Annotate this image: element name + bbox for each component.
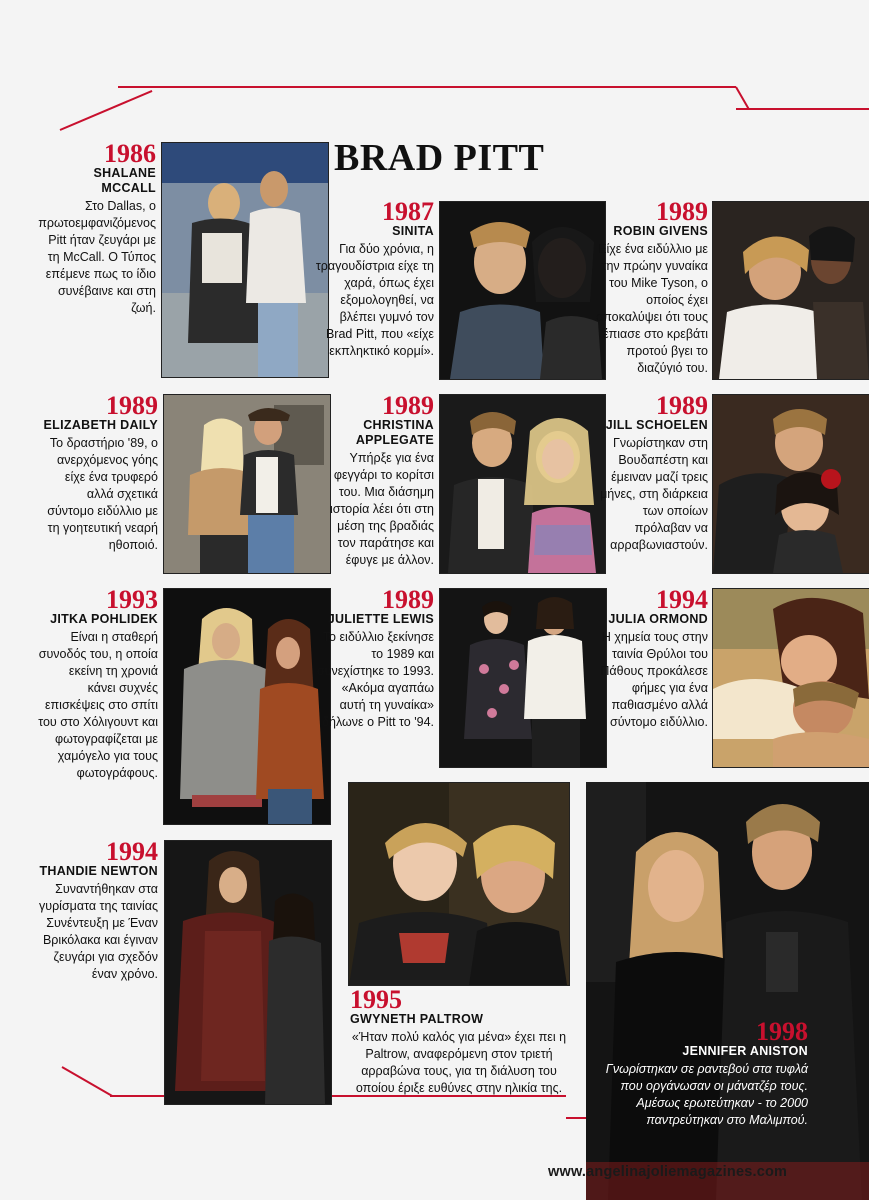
photo-robin-givens (712, 201, 869, 380)
entry-robin-givens (586, 197, 708, 377)
entry-thandie-newton (38, 837, 158, 983)
bottom-rule-diagonal (62, 1066, 113, 1097)
entry-gwyneth-paltrow (350, 985, 568, 1097)
entry-year: 1989 (382, 585, 434, 614)
entry-name: JILL SCHOELEN (605, 418, 708, 432)
entry-year: 1998 (756, 1017, 808, 1046)
entry-text: Γνωρίστηκαν στη Βουδαπέστη και έμειναν μαζί τρεις μήνες, στη διάρκεια των οποίων πρόλαβαν να αρραβωνιαστούν. (600, 436, 708, 552)
entry-year: 1989 (656, 197, 708, 226)
watermark: www.angelinajoliemagazines.com (548, 1164, 788, 1180)
entry-year: 1987 (382, 197, 434, 226)
entry-year: 1994 (106, 837, 158, 866)
entry-text: Συναντήθηκαν στα γυρίσματα της ταινίας Συνέντευξη με Έναν Βρικόλακα και έγιναν ζευγάρι για σχεδόν έναν χρόνο. (38, 882, 158, 981)
entry-text: Είναι η σταθερή συνοδός του, η οποία εκείνη τη χρονιά κάνει συχνές επισκέψεις στο σπίτι του στο Χόλιγουντ και φωτογραφίζεται με χαμόγελο για τους φωτογράφους. (38, 630, 158, 780)
entry-year: 1986 (104, 139, 156, 168)
entry-name: JULIA ORMOND (608, 612, 708, 626)
top-rule (118, 86, 736, 88)
top-rule-diagonal (60, 90, 153, 131)
photo-shalane-mccall (161, 142, 329, 378)
entry-text: Για δύο χρόνια, η τραγουδίστρια είχε τη χαρά, όπως έχει εξομολογηθεί, να βλέπει γυμνό τον Brad Pitt, που «είχε εκπληκτικό κορμί». (315, 242, 434, 358)
entry-name: SINITA (392, 224, 434, 238)
entry-name: JITKA POHLIDEK (50, 612, 158, 626)
entry-text: Η χημεία τους στην ταινία Θρύλοι του Πάθους προκάλεσε φήμες για ένα παθιασμένο αλλά σύντομο ειδύλλιο. (600, 630, 708, 729)
entry-text: Το ειδύλλιο ξεκίνησε το 1989 και συνεχίστηκε το 1993. «Ακόμα αγαπάω αυτή τη γυναίκα» δήλωνε ο Pitt το '94. (316, 630, 434, 729)
entry-year: 1989 (106, 391, 158, 420)
photo-jitka-pohlidek (163, 588, 331, 825)
entry-jill-schoelen (586, 391, 708, 554)
top-rule-connector (735, 87, 749, 110)
entry-year: 1993 (106, 585, 158, 614)
bottom-rule-right (566, 1117, 586, 1119)
entry-text: «Ήταν πολύ καλός για μένα» έχει πει η Paltrow, αναφερόμενη στον τριετή αρραβώνα τους, για τη διάλυση του οποίου έριξε ευθύνες στην ηλικία της. (351, 1030, 567, 1095)
photo-juliette-lewis (439, 588, 607, 768)
entry-text: Είχε ένα ειδύλλιο με την πρώην γυναίκα του Mike Tyson, ο οποίος έχει αποκαλύψει ότι τους έπιασε στο κρεβάτι προτού βγει το διαζύγιό του. (595, 242, 708, 375)
entry-jennifer-aniston (600, 1017, 808, 1129)
entry-name: CHRISTINA APPLEGATE (355, 418, 434, 447)
top-rule-right (736, 108, 869, 110)
entry-shalane-mccall (38, 139, 156, 317)
entry-name: JULIETTE LEWIS (327, 612, 434, 626)
photo-christina-applegate (439, 394, 606, 574)
entry-name: ROBIN GIVENS (613, 224, 708, 238)
entry-juliette-lewis (316, 585, 434, 731)
entry-jitka-pohlidek (38, 585, 158, 782)
photo-gwyneth-paltrow (348, 782, 570, 986)
photo-julia-ormond (712, 588, 869, 768)
photo-elizabeth-daily (163, 394, 331, 574)
entry-name: JENNIFER ANISTON (682, 1044, 808, 1058)
entry-year: 1994 (656, 585, 708, 614)
entry-text: Στο Dallas, ο πρωτοεμφανιζόμενος Pitt ήταν ζευγάρι με τη McCall. Ο Τύπος επέμενε πως το ίδιο συνέβαινε και στη ζωή. (38, 199, 156, 315)
entry-name: SHALANE MCCALL (93, 166, 156, 195)
photo-jill-schoelen (712, 394, 869, 574)
entry-name: GWYNETH PALTROW (350, 1012, 484, 1026)
page-title: BRAD PITT (334, 137, 545, 179)
entry-name: THANDIE NEWTON (39, 864, 158, 878)
entry-elizabeth-daily (38, 391, 158, 554)
entry-text: Το δραστήριο '89, ο ανερχόμενος γόης είχε ένα τρυφερό αλλά σχετικά σύντομο ειδύλλιο με τη γοητευτική νεαρή ηθοποιό. (47, 436, 158, 552)
entry-christina-applegate (316, 391, 434, 569)
photo-jennifer-aniston (586, 782, 869, 1200)
entry-sinita (312, 197, 434, 360)
entry-julia-ormond (586, 585, 708, 731)
entry-year: 1989 (382, 391, 434, 420)
entry-text: Υπήρξε για ένα φεγγάρι το κορίτσι του. Μια διάσημη ιστορία λέει ότι στη μέση της βραδιάς τον παράτησε και έφυγε με άλλον. (329, 451, 434, 567)
entry-year: 1995 (350, 985, 402, 1014)
photo-thandie-newton (164, 840, 332, 1105)
entry-year: 1989 (656, 391, 708, 420)
photo-sinita (439, 201, 606, 380)
entry-text: Γνωρίστηκαν σε ραντεβού στα τυφλά που οργάνωσαν οι μάνατζέρ τους. Αμέσως ερωτεύτηκαν - το 2000 παντρεύτηκαν στο Μαλιμπού. (605, 1062, 808, 1127)
entry-name: ELIZABETH DAILY (43, 418, 158, 432)
